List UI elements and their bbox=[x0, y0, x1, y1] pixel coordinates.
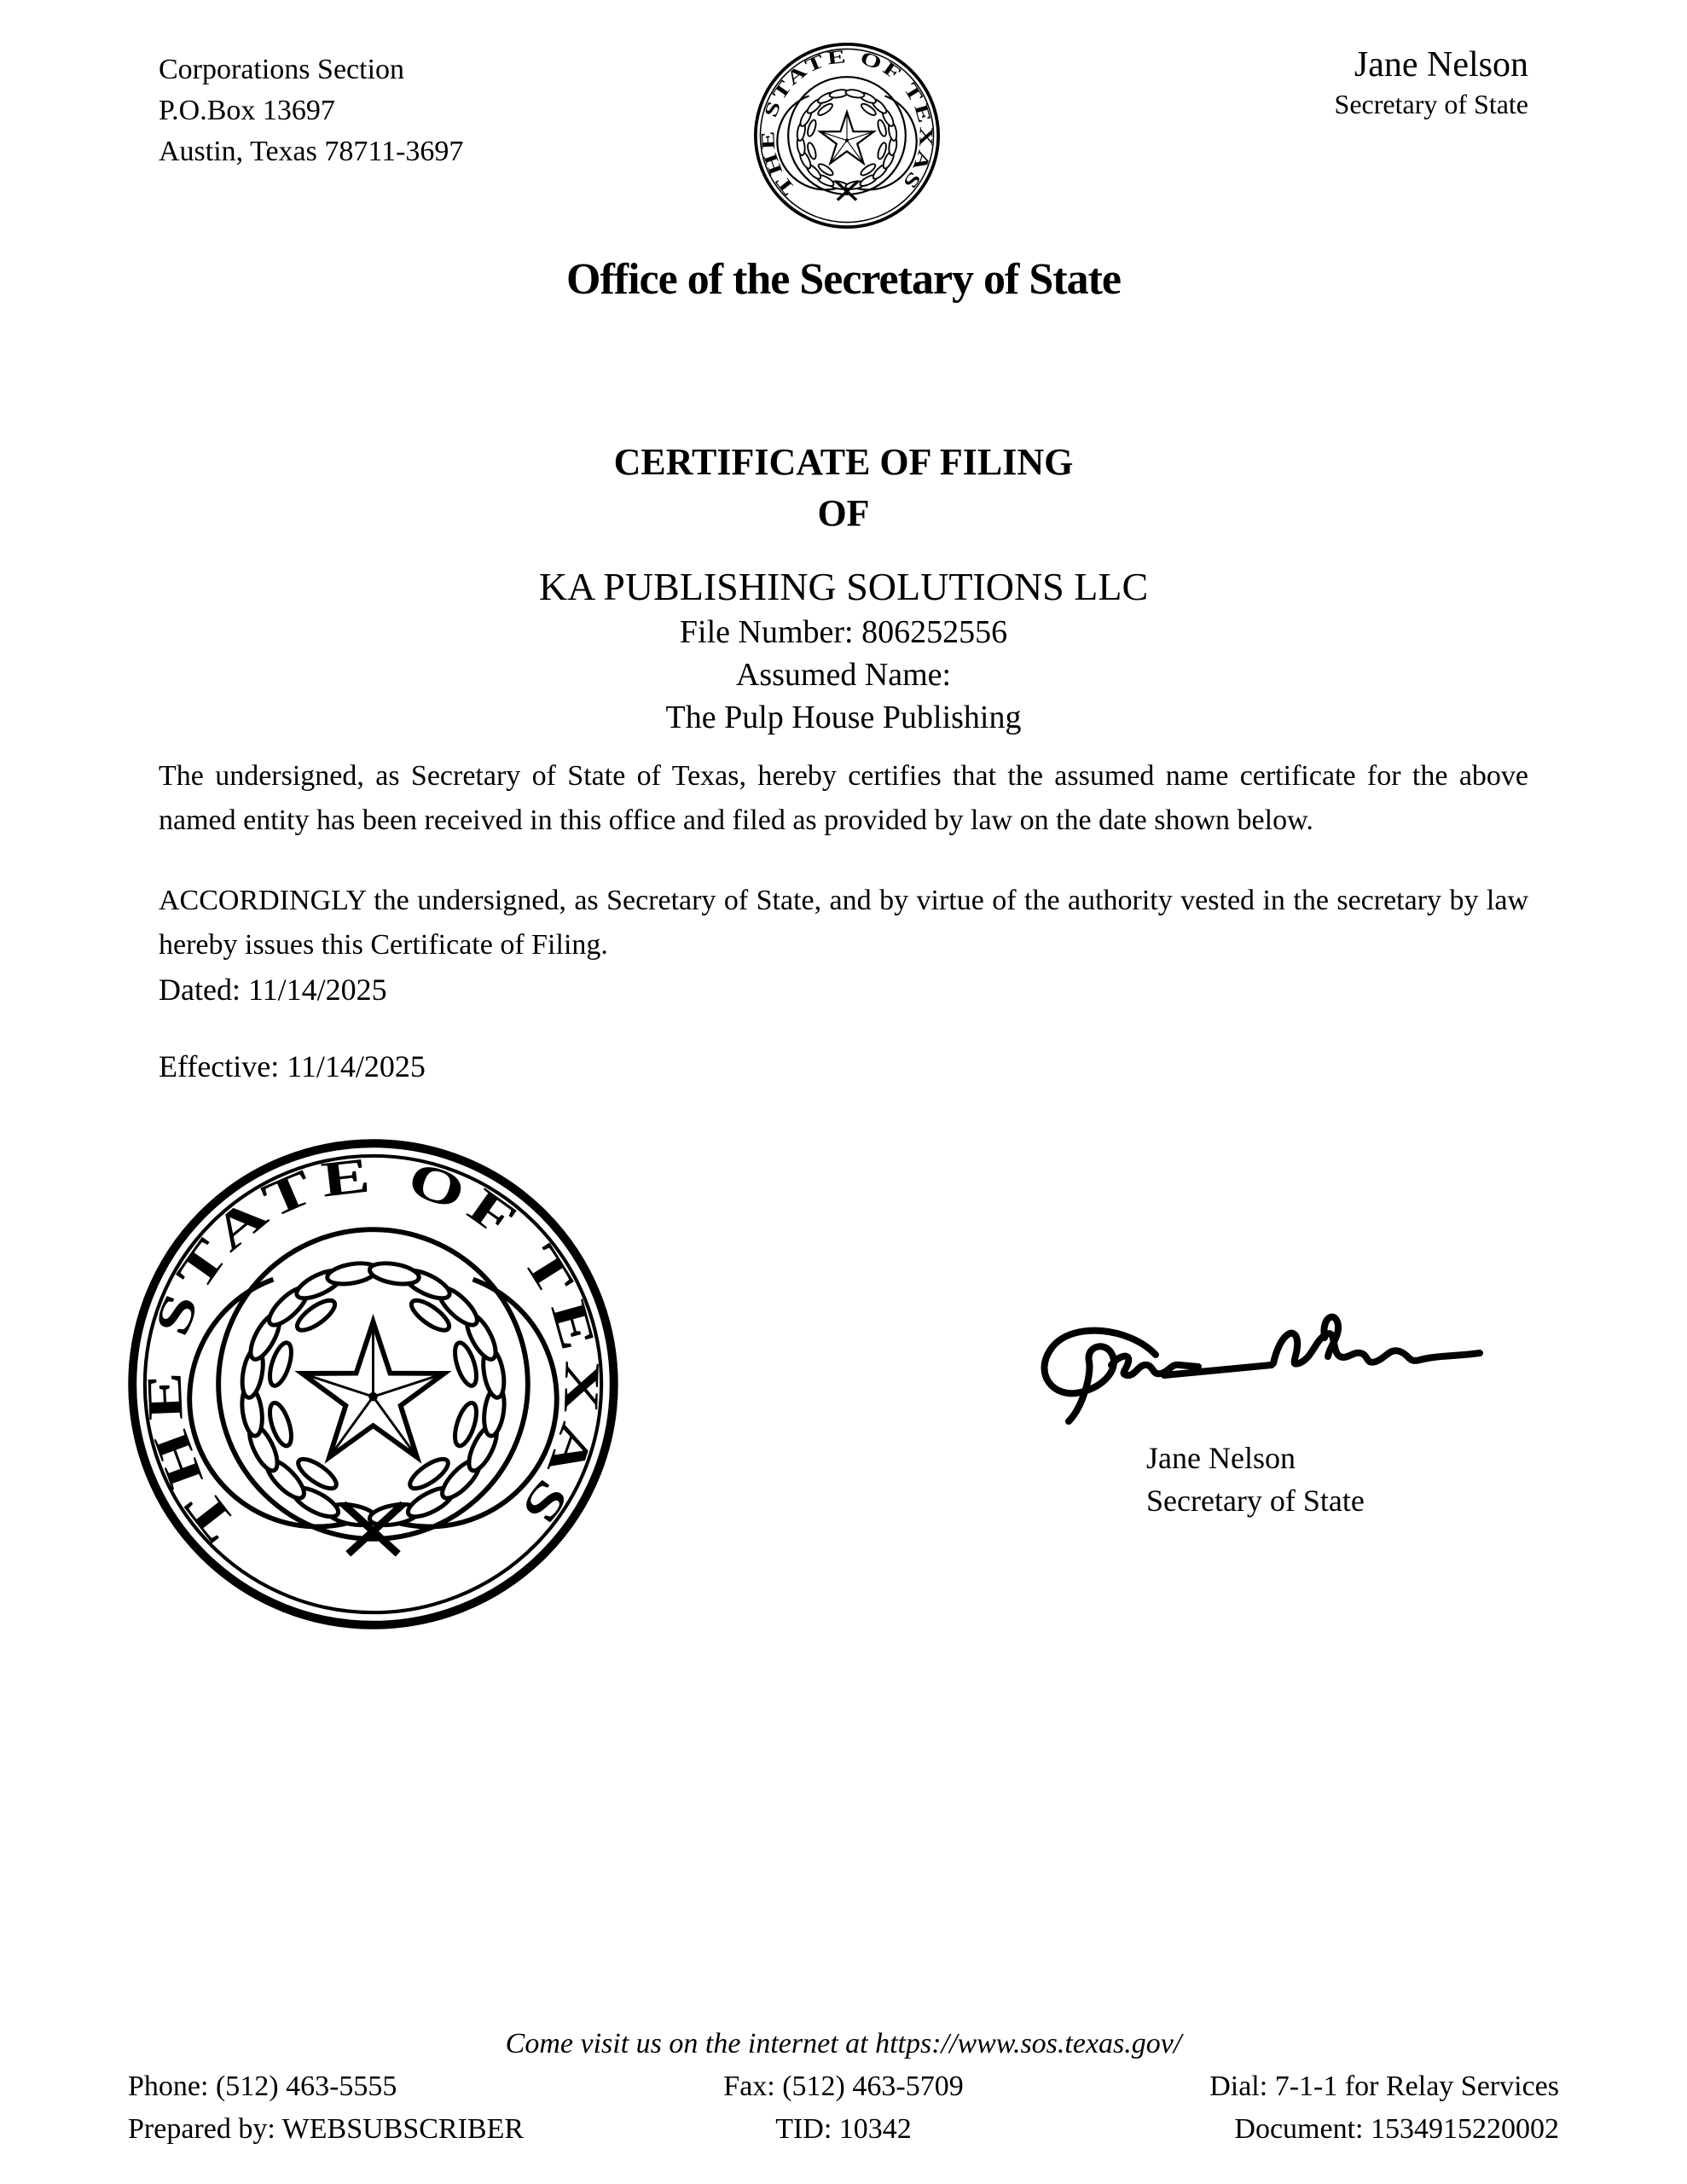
signature-title: Secretary of State bbox=[1146, 1484, 1365, 1518]
entity-name: KA PUBLISHING SOLUTIONS LLC bbox=[538, 565, 1149, 608]
issuance-paragraph: ACCORDINGLY the undersigned, as Secretary of State, and by virtue of the authority vested in the secretary by law hereby issues this Certificate of Filing. bbox=[159, 885, 1528, 961]
file-number-line bbox=[0, 611, 1687, 653]
certification-paragraph: The undersigned, as Secretary of State of Texas, hereby certifies that the assumed name certificate for the above named entity has been received in this office and filed as provided by law on the date shown below. bbox=[159, 760, 1528, 836]
texas-state-seal-small bbox=[752, 41, 942, 230]
secretary-title: Secretary of State bbox=[1334, 89, 1528, 119]
footer-relay: Dial: 7-1-1 for Relay Services bbox=[1209, 2071, 1559, 2102]
effective-value: 11/14/2025 bbox=[287, 1049, 426, 1083]
effective-label: Effective: bbox=[159, 1049, 280, 1083]
certificate-heading bbox=[0, 437, 1687, 539]
footer-contact-row bbox=[128, 2068, 1559, 2106]
signature-name: Jane Nelson bbox=[1146, 1441, 1296, 1475]
footer-visit-note: Come visit us on the internet at https://www.sos.texas.gov/ bbox=[505, 2028, 1182, 2059]
effective-line bbox=[159, 1044, 1528, 1089]
secretary-name: Jane Nelson bbox=[1354, 45, 1528, 84]
footer-meta-row bbox=[128, 2111, 1559, 2148]
file-number-value: 806252556 bbox=[861, 614, 1008, 650]
dated-value: 11/14/2025 bbox=[247, 973, 387, 1007]
signature-block bbox=[1146, 1437, 1365, 1522]
footer-phone: Phone: (512) 463-5555 bbox=[128, 2071, 397, 2102]
footer-fax: Fax: (512) 463-5709 bbox=[723, 2071, 964, 2102]
page-title: Office of the Secretary of State bbox=[566, 255, 1121, 304]
assumed-name-label: Assumed Name: bbox=[735, 657, 952, 693]
letter-body bbox=[159, 754, 1528, 1089]
texas-state-seal-large bbox=[124, 1135, 623, 1634]
jane-nelson-signature-image bbox=[1028, 1304, 1505, 1440]
dated-label: Dated: bbox=[159, 973, 241, 1007]
return-address-line: P.O.Box 13697 bbox=[159, 95, 335, 126]
official-block bbox=[1335, 43, 1528, 121]
return-address-line: Corporations Section bbox=[159, 54, 405, 85]
footer-document-number: Document: 1534915220002 bbox=[1234, 2113, 1559, 2145]
entity-block bbox=[0, 563, 1687, 739]
certificate-heading-of: OF bbox=[817, 492, 870, 534]
footer bbox=[128, 2025, 1559, 2148]
certificate-heading-line: CERTIFICATE OF FILING bbox=[613, 441, 1074, 483]
return-address-line: Austin, Texas 78711-3697 bbox=[159, 136, 464, 167]
dated-line bbox=[159, 967, 1528, 1012]
return-address bbox=[159, 49, 463, 172]
assumed-name-value: The Pulp House Publishing bbox=[665, 700, 1022, 735]
footer-prepared-by: Prepared by: WEBSUBSCRIBER bbox=[128, 2113, 525, 2145]
footer-tid: TID: 10342 bbox=[775, 2113, 912, 2145]
file-number-label: File Number: bbox=[679, 614, 854, 650]
